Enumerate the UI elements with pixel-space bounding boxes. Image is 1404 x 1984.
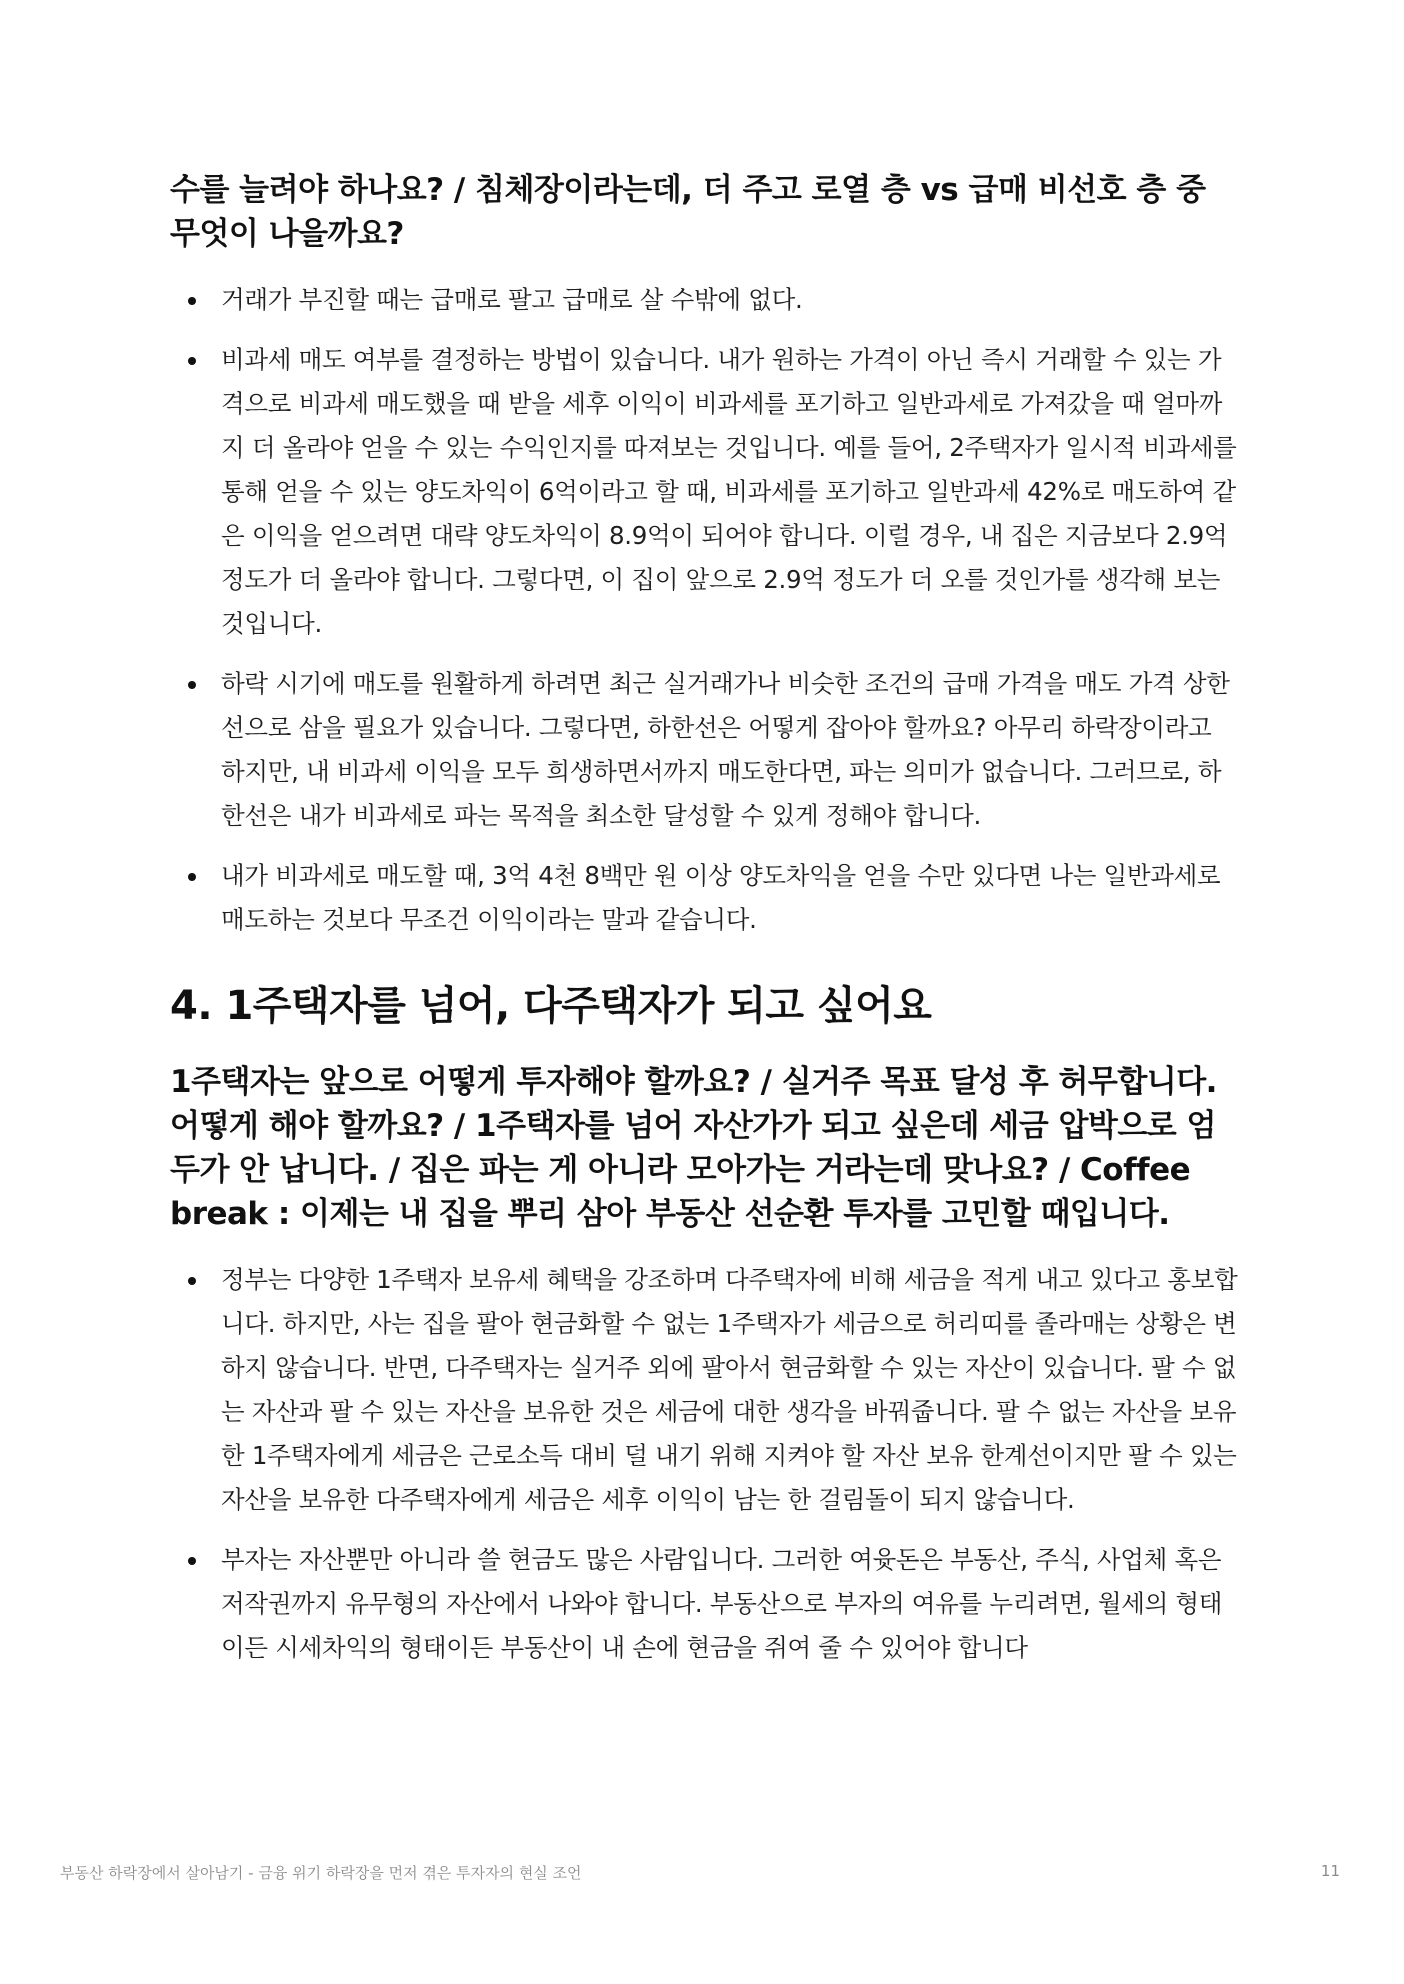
- page-content: [170, 168, 1240, 1686]
- page-footer: [60, 1862, 1340, 1883]
- page-number: 11: [1320, 1862, 1340, 1880]
- section-heading: 수를 늘려야 하나요? / 침체장이라는데, 더 주고 로열 층 vs 급매 비선호 층 중 무엇이 나을까요?: [170, 172, 1206, 252]
- list-item: 하락 시기에 매도를 원활하게 하려면 최근 실거래가나 비슷한 조건의 급매 가격을 매도 가격 상한선으로 삼을 필요가 있습니다. 그렇다면, 하한선은 어떻게 잡아야 할까요? 아무리 하락장이라고 하지만, 내 비과세 이익을 모두 희생하면서까지 매도한다면, 파는 의미가 없습니다. 그러므로, 하한선은 내가 비과세로 파는 목적을 최소한 달성할 수 있게 정해야 합니다.: [170, 662, 1240, 838]
- list-item: 부자는 자산뿐만 아니라 쓸 현금도 많은 사람입니다. 그러한 여윳돈은 부동산, 주식, 사업체 혹은 저작권까지 유무형의 자산에서 나와야 합니다. 부동산으로 부자의 여유를 누리려면, 월세의 형태이든 시세차익의 형태이든 부동산이 내 손에 현금을 쥐여 줄 수 있어야 합니다: [170, 1538, 1240, 1670]
- list-item: 정부는 다양한 1주택자 보유세 혜택을 강조하며 다주택자에 비해 세금을 적게 내고 있다고 홍보합니다. 하지만, 사는 집을 팔아 현금화할 수 없는 1주택자가 세금으로 허리띠를 졸라매는 상황은 변하지 않습니다. 반면, 다주택자는 실거주 외에 팔아서 현금화할 수 있는 자산이 있습니다. 팔 수 없는 자산과 팔 수 있는 자산을 보유한 것은 세금에 대한 생각을 바꿔줍니다. 팔 수 없는 자산을 보유한 1주택자에게 세금은 근로소득 대비 덜 내기 위해 지켜야 할 자산 보유 한계선이지만 팔 수 있는 자산을 보유한 다주택자에게 세금은 세후 이익이 남는 한 걸림돌이 되지 않습니다.: [170, 1258, 1240, 1522]
- list-item: 비과세 매도 여부를 결정하는 방법이 있습니다. 내가 원하는 가격이 아닌 즉시 거래할 수 있는 가격으로 비과세 매도했을 때 받을 세후 이익이 비과세를 포기하고 일반과세로 가져갔을 때 얼마까지 더 올라야 얻을 수 있는 수익인지를 따져보는 것입니다. 예를 들어, 2주택자가 일시적 비과세를 통해 얻을 수 있는 양도차익이 6억이라고 할 때, 비과세를 포기하고 일반과세 42%로 매도하여 같은 이익을 얻으려면 대략 양도차익이 8.9억이 되어야 합니다. 이럴 경우, 내 집은 지금보다 2.9억 정도가 더 올라야 합니다. 그렇다면, 이 집이 앞으로 2.9억 정도가 더 오를 것인가를 생각해 보는 것입니다.: [170, 338, 1240, 646]
- chapter-title: 4. 1주택자를 넘어, 다주택자가 되고 싶어요: [170, 983, 932, 1029]
- section-heading: 1주택자는 앞으로 어떻게 투자해야 할까요? / 실거주 목표 달성 후 허무합니다. 어떻게 해야 할까요? / 1주택자를 넘어 자산가가 되고 싶은데 세금 압박으로 엄두가 안 납니다. / 집은 파는 게 아니라 모아가는 거라는데 맞나요? / Coffee break : 이제는 내 집을 뿌리 삼아 부동산 선순환 투자를 고민할 때입니다.: [170, 1064, 1217, 1232]
- list-item: 내가 비과세로 매도할 때, 3억 4천 8백만 원 이상 양도차익을 얻을 수만 있다면 나는 일반과세로 매도하는 것보다 무조건 이익이라는 말과 같습니다.: [170, 854, 1240, 942]
- footer-book-title: 부동산 하락장에서 살아남기 - 금융 위기 하락장을 먼저 겪은 투자자의 현실 조언: [60, 1864, 582, 1882]
- bullet-list: [170, 1258, 1240, 1670]
- bullet-list: [170, 278, 1240, 942]
- list-item: 거래가 부진할 때는 급매로 팔고 급매로 살 수밖에 없다.: [170, 278, 1240, 322]
